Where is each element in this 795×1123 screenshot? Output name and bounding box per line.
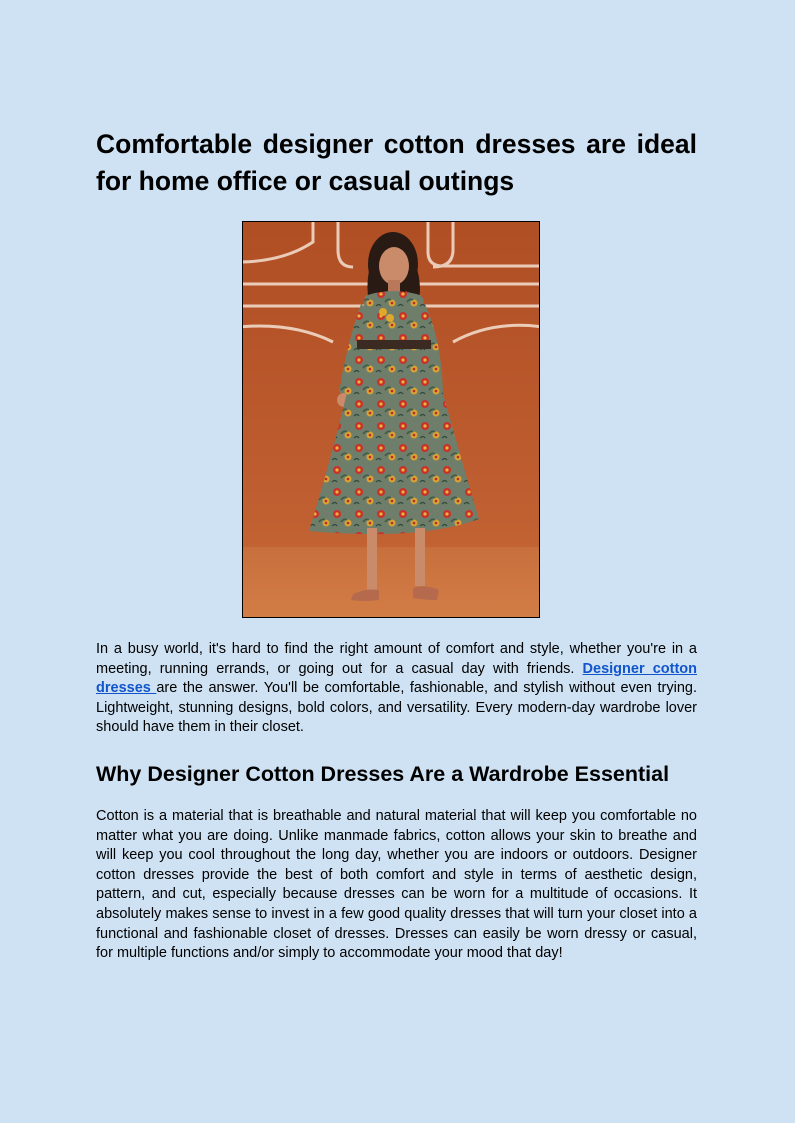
section-paragraph: Cotton is a material that is breathable and natural material that will keep you comfortable no matter what you are doing. Unlike manmade fabrics, cotton allows your skin to breathe and will keep you cool throughout the long day, whether you are indoors or outdoors. Designer cotton dresses provide the best of both comfort and style in terms of aesthetic design, pattern, and cut, especially because dresses can be worn for a multitude of occasions. It absolutely makes sense to invest in a few good quality dresses that will turn your closet into a functional and fashionable closet of dresses. Dresses can easily be worn dressy or casual, for multiple functions and/or simply to accommodate your mood that day!	[96, 807, 697, 962]
intro-text-before: In a busy world, it's hard to find the right amount of comfort and style, whether you're in a meeting, running errands, or going out for a casual day with friends.	[96, 641, 697, 677]
dress-photo	[242, 221, 540, 618]
intro-paragraph	[96, 640, 697, 738]
document-page	[96, 126, 697, 964]
intro-text-after: are the answer. You'll be comfortable, fashionable, and stylish without even trying. Lightweight, stunning designs, bold colors, and versatility. Every modern-day wardrobe lover should have them in their closet.	[96, 680, 697, 736]
page-title: Comfortable designer cotton dresses are ideal for home office or casual outings	[96, 129, 697, 196]
designer-cotton-dresses-link[interactable]: Designer cotton dresses	[96, 660, 697, 697]
section-heading: Why Designer Cotton Dresses Are a Wardrobe Essential	[96, 761, 670, 786]
